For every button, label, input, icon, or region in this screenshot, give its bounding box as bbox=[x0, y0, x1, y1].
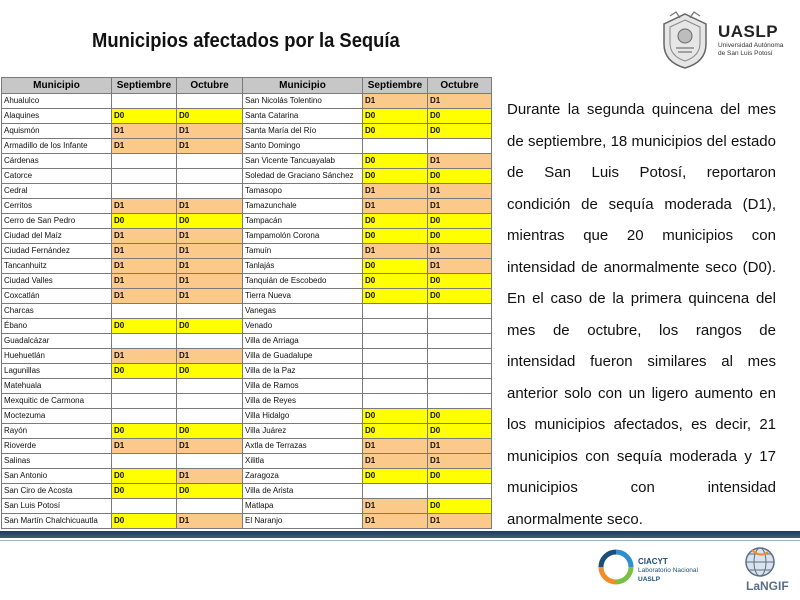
drought-level-cell: D1 bbox=[428, 454, 492, 469]
drought-level-cell: D1 bbox=[363, 439, 428, 454]
drought-level-cell bbox=[112, 334, 177, 349]
table-row bbox=[2, 109, 492, 124]
drought-level-cell bbox=[363, 379, 428, 394]
drought-level-cell: D1 bbox=[112, 139, 177, 154]
drought-level-cell: D1 bbox=[428, 184, 492, 199]
drought-level-cell bbox=[428, 139, 492, 154]
table-row bbox=[2, 424, 492, 439]
drought-level-cell bbox=[112, 394, 177, 409]
drought-level-cell: D0 bbox=[428, 469, 492, 484]
drought-level-cell: D1 bbox=[112, 349, 177, 364]
municipality-cell: Salinas bbox=[2, 454, 112, 469]
table-row bbox=[2, 349, 492, 364]
municipality-cell: Tamazunchale bbox=[243, 199, 363, 214]
table-row bbox=[2, 94, 492, 109]
table-header-row bbox=[2, 78, 492, 94]
drought-level-cell bbox=[177, 499, 243, 514]
municipality-cell: San Martín Chalchicuautla bbox=[2, 514, 112, 529]
municipality-cell: Mexquitic de Carmona bbox=[2, 394, 112, 409]
table-row bbox=[2, 394, 492, 409]
municipality-cell: Lagunillas bbox=[2, 364, 112, 379]
drought-level-cell bbox=[363, 364, 428, 379]
table-row bbox=[2, 454, 492, 469]
municipality-cell: San Ciro de Acosta bbox=[2, 484, 112, 499]
drought-level-cell: D1 bbox=[112, 229, 177, 244]
drought-level-cell: D0 bbox=[428, 274, 492, 289]
drought-level-cell: D0 bbox=[363, 214, 428, 229]
drought-level-cell bbox=[177, 394, 243, 409]
drought-level-cell: D1 bbox=[177, 514, 243, 529]
table-row bbox=[2, 184, 492, 199]
logo-subtitle-line1: Universidad Autónoma bbox=[718, 42, 784, 49]
drought-level-cell: D0 bbox=[428, 229, 492, 244]
drought-level-cell: D0 bbox=[363, 154, 428, 169]
drought-level-cell: D0 bbox=[363, 289, 428, 304]
municipality-cell: El Naranjo bbox=[243, 514, 363, 529]
drought-level-cell: D0 bbox=[363, 409, 428, 424]
municipality-cell: Rioverde bbox=[2, 439, 112, 454]
drought-level-cell: D0 bbox=[363, 274, 428, 289]
drought-level-cell bbox=[112, 154, 177, 169]
municipality-cell: San Luis Potosí bbox=[2, 499, 112, 514]
drought-level-cell: D0 bbox=[428, 499, 492, 514]
drought-level-cell: D1 bbox=[428, 439, 492, 454]
municipality-cell: San Nicolás Tolentino bbox=[243, 94, 363, 109]
drought-level-cell bbox=[112, 169, 177, 184]
drought-level-cell: D1 bbox=[112, 244, 177, 259]
drought-level-cell bbox=[428, 349, 492, 364]
table-row bbox=[2, 334, 492, 349]
municipality-cell: Villa de Guadalupe bbox=[243, 349, 363, 364]
municipality-cell: Catorce bbox=[2, 169, 112, 184]
table-row bbox=[2, 139, 492, 154]
col-header-octubre-2: Octubre bbox=[428, 78, 492, 94]
table-row bbox=[2, 199, 492, 214]
drought-level-cell: D1 bbox=[363, 199, 428, 214]
municipality-cell: Villa de Reyes bbox=[243, 394, 363, 409]
table-row bbox=[2, 214, 492, 229]
drought-level-cell: D0 bbox=[112, 514, 177, 529]
drought-level-cell: D0 bbox=[112, 109, 177, 124]
municipality-cell: Tanlajás bbox=[243, 259, 363, 274]
drought-level-cell: D0 bbox=[112, 364, 177, 379]
drought-level-cell: D1 bbox=[177, 469, 243, 484]
drought-level-cell: D0 bbox=[363, 424, 428, 439]
municipality-cell: Rayón bbox=[2, 424, 112, 439]
table-row bbox=[2, 229, 492, 244]
drought-level-cell bbox=[177, 154, 243, 169]
ciacyt-uaslp: UASLP bbox=[638, 576, 661, 583]
drought-level-cell: D1 bbox=[177, 199, 243, 214]
municipality-cell: Aquismón bbox=[2, 124, 112, 139]
municipality-cell: Vanegas bbox=[243, 304, 363, 319]
municipality-cell: Cedral bbox=[2, 184, 112, 199]
col-header-octubre: Octubre bbox=[177, 78, 243, 94]
drought-level-cell bbox=[177, 409, 243, 424]
municipality-cell: Alaquines bbox=[2, 109, 112, 124]
drought-level-cell: D1 bbox=[112, 274, 177, 289]
municipality-cell: Villa de Ramos bbox=[243, 379, 363, 394]
drought-level-cell bbox=[177, 454, 243, 469]
drought-level-cell: D1 bbox=[177, 349, 243, 364]
table-row bbox=[2, 259, 492, 274]
drought-level-cell bbox=[428, 319, 492, 334]
drought-level-cell bbox=[428, 304, 492, 319]
drought-level-cell: D0 bbox=[428, 109, 492, 124]
drought-level-cell bbox=[112, 409, 177, 424]
drought-level-cell: D1 bbox=[177, 259, 243, 274]
municipality-cell: Tanquián de Escobedo bbox=[243, 274, 363, 289]
municipality-cell: Santa María del Río bbox=[243, 124, 363, 139]
municipality-cell: Tamuín bbox=[243, 244, 363, 259]
drought-level-cell: D0 bbox=[177, 109, 243, 124]
col-header-municipio: Municipio bbox=[2, 78, 112, 94]
drought-level-cell: D0 bbox=[112, 484, 177, 499]
municipality-cell: Guadalcázar bbox=[2, 334, 112, 349]
ciacyt-logo bbox=[598, 547, 718, 591]
description-text: Durante la segunda quincena del mes de septiembre, 18 municipios del estado de San Luis Potosí, reportaron condición de sequía moderada (D1), mientras que 20 municipios con intensidad de anormalmente seco (D0). En el caso de la primera quincena del mes de octubre, los rangos de intensidad fueron similares al mes anterior solo con un ligero aumento en los municipios afectados, es decir, 21 municipios con sequía moderada y 17 municipios con intensidad anormalmente seco. bbox=[507, 101, 776, 528]
table-row bbox=[2, 124, 492, 139]
table-row bbox=[2, 274, 492, 289]
drought-level-cell: D0 bbox=[428, 409, 492, 424]
municipality-cell: Matehuala bbox=[2, 379, 112, 394]
municipality-cell: Ahualulco bbox=[2, 94, 112, 109]
drought-level-cell: D0 bbox=[363, 229, 428, 244]
drought-level-cell: D1 bbox=[428, 259, 492, 274]
drought-level-cell bbox=[177, 184, 243, 199]
drought-level-cell bbox=[428, 394, 492, 409]
drought-level-cell: D1 bbox=[177, 274, 243, 289]
uaslp-logo bbox=[656, 10, 794, 72]
col-header-septiembre-2: Septiembre bbox=[363, 78, 428, 94]
municipality-cell: Venado bbox=[243, 319, 363, 334]
logo-brand: UASLP bbox=[718, 22, 779, 41]
drought-level-cell bbox=[112, 94, 177, 109]
drought-level-cell: D1 bbox=[177, 229, 243, 244]
drought-level-cell: D0 bbox=[177, 214, 243, 229]
drought-level-cell: D1 bbox=[177, 439, 243, 454]
drought-level-cell: D0 bbox=[177, 424, 243, 439]
drought-level-cell bbox=[363, 484, 428, 499]
municipality-cell: Santa Catarina bbox=[243, 109, 363, 124]
drought-level-cell: D0 bbox=[428, 289, 492, 304]
drought-level-cell bbox=[363, 349, 428, 364]
drought-level-cell: D0 bbox=[428, 424, 492, 439]
col-header-septiembre: Septiembre bbox=[112, 78, 177, 94]
municipality-cell: Ciudad del Maíz bbox=[2, 229, 112, 244]
drought-level-cell: D1 bbox=[363, 499, 428, 514]
drought-level-cell: D1 bbox=[177, 289, 243, 304]
municipality-cell: Coxcatlán bbox=[2, 289, 112, 304]
drought-level-cell: D0 bbox=[112, 424, 177, 439]
table-row bbox=[2, 514, 492, 529]
table-row bbox=[2, 469, 492, 484]
drought-level-cell: D1 bbox=[363, 244, 428, 259]
drought-level-cell: D1 bbox=[177, 139, 243, 154]
drought-level-cell: D1 bbox=[428, 514, 492, 529]
municipality-cell: Villa de Arriaga bbox=[243, 334, 363, 349]
municipality-cell: Moctezuma bbox=[2, 409, 112, 424]
municipality-cell: Cárdenas bbox=[2, 154, 112, 169]
municipality-cell: Charcas bbox=[2, 304, 112, 319]
footer-divider bbox=[0, 540, 800, 541]
municipality-cell: San Antonio bbox=[2, 469, 112, 484]
table-row bbox=[2, 169, 492, 184]
municipality-cell: Tampamolón Corona bbox=[243, 229, 363, 244]
drought-level-cell bbox=[363, 334, 428, 349]
municipality-cell: Huehuetlán bbox=[2, 349, 112, 364]
logo-subtitle-line2: de San Luis Potosí bbox=[718, 50, 773, 57]
table-row bbox=[2, 244, 492, 259]
municipality-cell: Tancanhuitz bbox=[2, 259, 112, 274]
drought-level-cell bbox=[363, 304, 428, 319]
drought-level-cell: D1 bbox=[363, 514, 428, 529]
drought-level-cell bbox=[177, 94, 243, 109]
municipality-cell: Matlapa bbox=[243, 499, 363, 514]
municipality-cell: Armadillo de los Infante bbox=[2, 139, 112, 154]
municipality-cell: Soledad de Graciano Sánchez bbox=[243, 169, 363, 184]
drought-level-cell: D1 bbox=[177, 244, 243, 259]
table-row bbox=[2, 289, 492, 304]
table-row bbox=[2, 409, 492, 424]
municipality-cell: Villa Juárez bbox=[243, 424, 363, 439]
drought-level-cell: D1 bbox=[363, 454, 428, 469]
ciacyt-lab: Laboratorio Nacional bbox=[638, 567, 698, 574]
drought-level-cell bbox=[177, 169, 243, 184]
table-row bbox=[2, 439, 492, 454]
drought-level-cell bbox=[177, 304, 243, 319]
drought-level-cell: D1 bbox=[428, 199, 492, 214]
municipality-cell: Tampacán bbox=[243, 214, 363, 229]
drought-level-cell bbox=[177, 334, 243, 349]
municipality-cell: San Vicente Tancuayalab bbox=[243, 154, 363, 169]
drought-level-cell bbox=[363, 319, 428, 334]
drought-level-cell: D1 bbox=[428, 154, 492, 169]
drought-level-cell: D0 bbox=[112, 469, 177, 484]
drought-level-cell: D1 bbox=[112, 124, 177, 139]
university-seal-icon bbox=[656, 10, 714, 72]
drought-level-cell bbox=[428, 334, 492, 349]
drought-level-cell: D0 bbox=[177, 364, 243, 379]
globe-icon bbox=[740, 544, 780, 580]
municipality-cell: Ébano bbox=[2, 319, 112, 334]
municipality-cell: Tierra Nueva bbox=[243, 289, 363, 304]
drought-level-cell: D0 bbox=[428, 169, 492, 184]
drought-level-cell: D0 bbox=[428, 214, 492, 229]
drought-table bbox=[1, 77, 492, 529]
municipality-cell: Santo Domingo bbox=[243, 139, 363, 154]
municipality-cell: Cerritos bbox=[2, 199, 112, 214]
municipality-cell: Cerro de San Pedro bbox=[2, 214, 112, 229]
drought-level-cell: D1 bbox=[112, 199, 177, 214]
table-row bbox=[2, 484, 492, 499]
drought-level-cell: D0 bbox=[112, 214, 177, 229]
municipality-cell: Villa de la Paz bbox=[243, 364, 363, 379]
municipality-cell: Ciudad Fernández bbox=[2, 244, 112, 259]
municipality-cell: Villa de Arista bbox=[243, 484, 363, 499]
drought-level-cell: D1 bbox=[363, 184, 428, 199]
page-title: Municipios afectados por la Sequía bbox=[92, 30, 400, 52]
ciacyt-mark-icon bbox=[598, 549, 634, 585]
drought-level-cell: D1 bbox=[112, 289, 177, 304]
drought-level-cell bbox=[112, 499, 177, 514]
drought-level-cell: D1 bbox=[112, 439, 177, 454]
table-row bbox=[2, 154, 492, 169]
drought-level-cell: D0 bbox=[363, 124, 428, 139]
logo-subtitle bbox=[718, 42, 783, 58]
drought-level-cell: D0 bbox=[177, 319, 243, 334]
drought-level-cell: D0 bbox=[112, 319, 177, 334]
drought-level-cell bbox=[112, 454, 177, 469]
drought-level-cell bbox=[112, 379, 177, 394]
municipality-cell: Ciudad Valles bbox=[2, 274, 112, 289]
ciacyt-name: CIACYT bbox=[638, 557, 668, 566]
municipality-cell: Tamasopo bbox=[243, 184, 363, 199]
drought-level-cell: D0 bbox=[363, 469, 428, 484]
drought-level-cell: D1 bbox=[363, 94, 428, 109]
drought-level-cell: D0 bbox=[177, 484, 243, 499]
drought-level-cell bbox=[428, 484, 492, 499]
drought-level-cell: D0 bbox=[363, 109, 428, 124]
drought-level-cell: D1 bbox=[177, 124, 243, 139]
drought-level-cell bbox=[112, 304, 177, 319]
col-header-municipio-2: Municipio bbox=[243, 78, 363, 94]
drought-level-cell: D1 bbox=[428, 244, 492, 259]
municipality-cell: Xilitla bbox=[243, 454, 363, 469]
municipality-cell: Axtla de Terrazas bbox=[243, 439, 363, 454]
table-row bbox=[2, 304, 492, 319]
drought-level-cell bbox=[428, 379, 492, 394]
drought-level-cell bbox=[112, 184, 177, 199]
drought-level-cell bbox=[177, 379, 243, 394]
table-row bbox=[2, 379, 492, 394]
drought-level-cell: D1 bbox=[428, 94, 492, 109]
drought-level-cell bbox=[428, 364, 492, 379]
drought-level-cell: D0 bbox=[363, 259, 428, 274]
table-row bbox=[2, 319, 492, 334]
langif-name: LaNGIF bbox=[746, 579, 789, 593]
drought-level-cell bbox=[363, 139, 428, 154]
drought-level-cell bbox=[363, 394, 428, 409]
drought-level-cell: D0 bbox=[363, 169, 428, 184]
table-row bbox=[2, 499, 492, 514]
municipality-cell: Zaragoza bbox=[243, 469, 363, 484]
footer-bar bbox=[0, 531, 800, 538]
table-row bbox=[2, 364, 492, 379]
langif-logo bbox=[730, 544, 794, 596]
table-body bbox=[2, 94, 492, 529]
drought-level-cell: D0 bbox=[428, 124, 492, 139]
municipality-cell: Villa Hidalgo bbox=[243, 409, 363, 424]
drought-level-cell: D1 bbox=[112, 259, 177, 274]
